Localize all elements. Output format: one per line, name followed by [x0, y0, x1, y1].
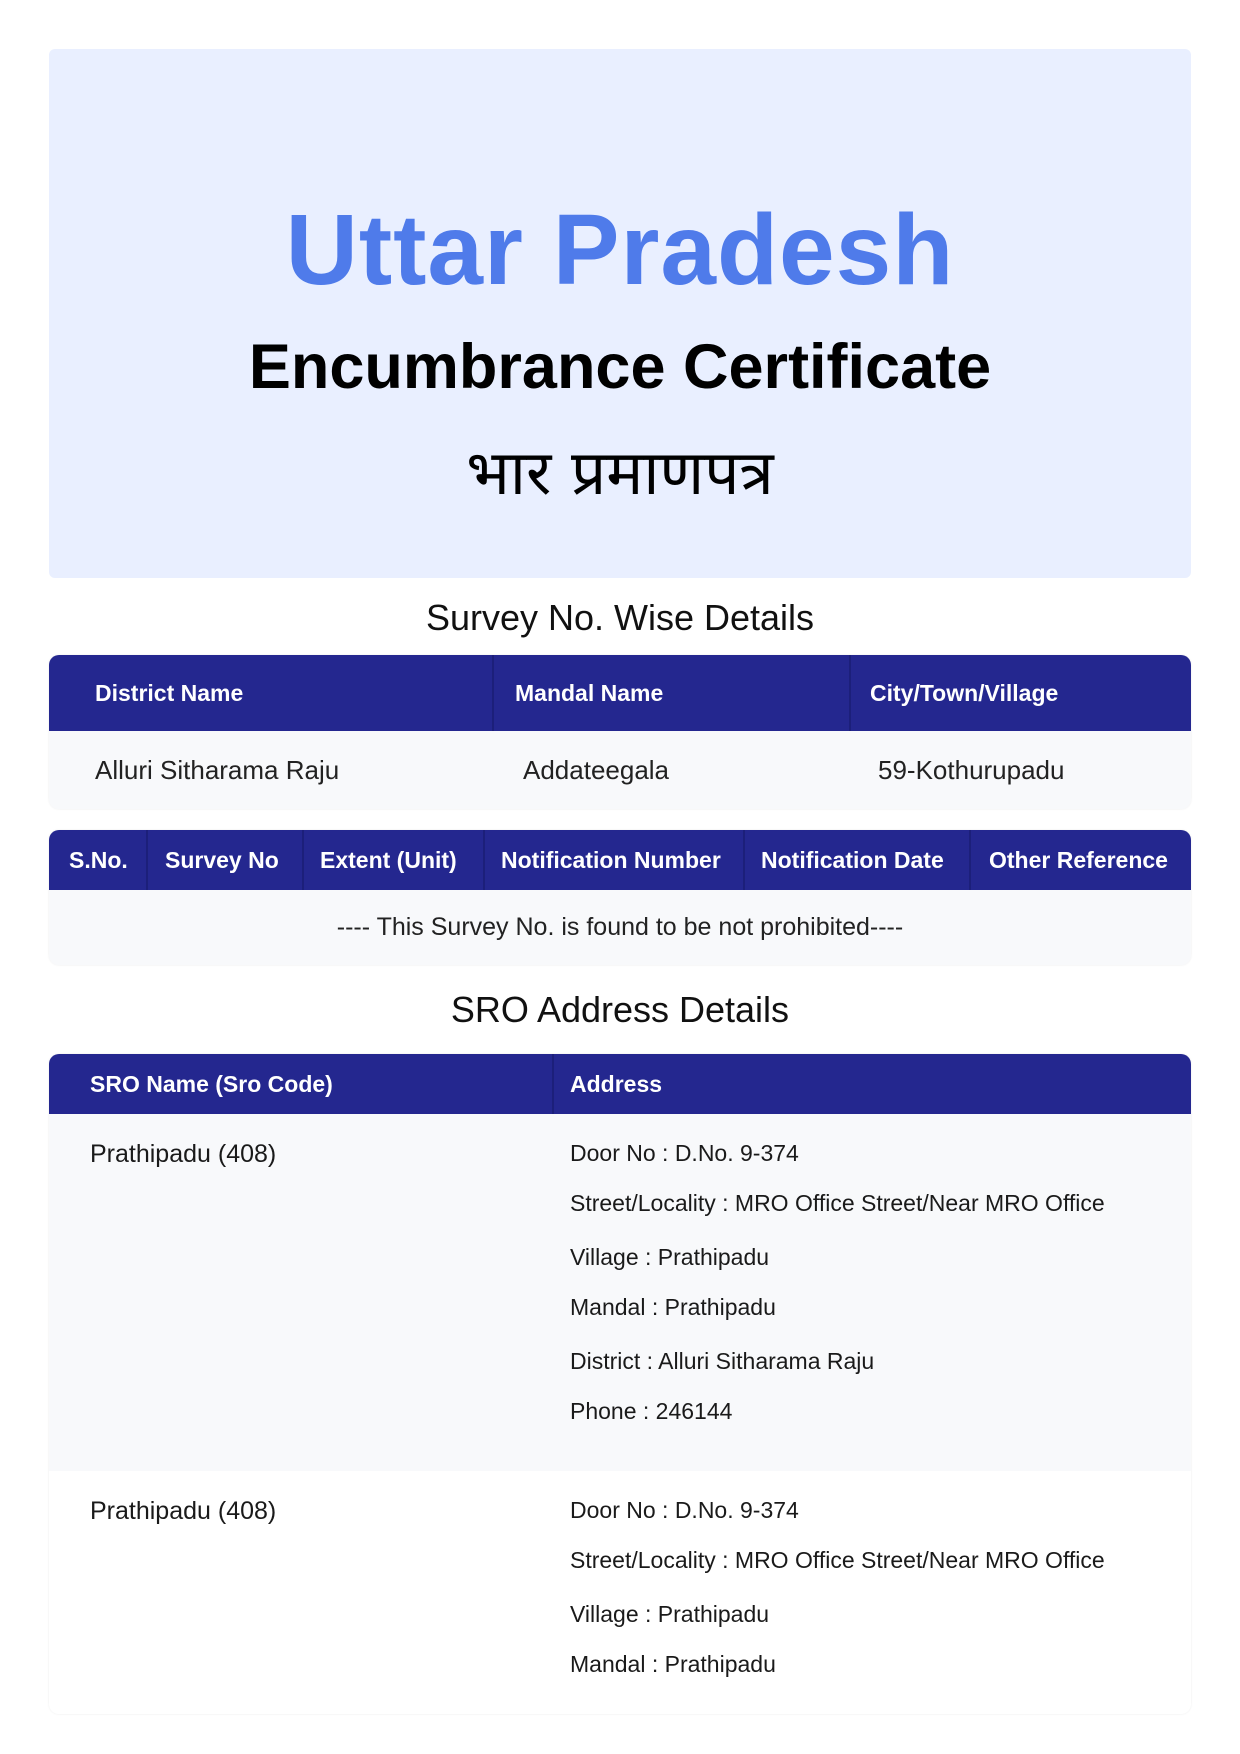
survey-table-header — [49, 830, 1191, 890]
address-village: Village : Prathipadu — [570, 1244, 770, 1270]
location-table — [49, 655, 1191, 809]
header-city-town-village: City/Town/Village — [870, 679, 1059, 706]
sro-name: Prathipadu (408) — [90, 1140, 277, 1168]
address-district: District : Alluri Sitharama Raju — [570, 1348, 875, 1374]
header-survey-no: Survey No — [148, 830, 304, 890]
address-mandal: Mandal : Prathipadu — [570, 1294, 776, 1320]
certificate-header — [49, 49, 1191, 578]
address-door-no: Door No : D.No. 9-374 — [570, 1140, 799, 1166]
header-district-name: District Name — [49, 655, 494, 731]
sro-row — [49, 1471, 1191, 1714]
header-mandal-name: Mandal Name — [494, 655, 851, 731]
address-street: Street/Locality : MRO Office Street/Near MRO Office — [570, 1190, 1105, 1216]
sro-name: Prathipadu (408) — [90, 1497, 277, 1525]
header-other-reference: Other Reference — [989, 846, 1168, 873]
header-sro-name: SRO Name (Sro Code) — [49, 1054, 554, 1114]
district-value: Alluri Sitharama Raju — [95, 754, 340, 785]
header-sno: S.No. — [49, 830, 148, 890]
address-phone: Phone : 246144 — [570, 1398, 733, 1424]
header-address: Address — [570, 1070, 663, 1097]
survey-status-message: ---- This Survey No. is found to be not prohibited---- — [336, 913, 904, 941]
sro-table — [49, 1054, 1191, 1714]
header-notification-date: Notification Date — [745, 830, 971, 890]
survey-section-title: Survey No. Wise Details — [425, 597, 815, 638]
address-door-no: Door No : D.No. 9-374 — [570, 1497, 799, 1523]
header-notification-number: Notification Number — [485, 830, 745, 890]
header-extent-unit: Extent (Unit) — [304, 830, 485, 890]
certificate-title: Encumbrance Certificate — [248, 332, 992, 402]
survey-status-row — [49, 890, 1191, 965]
address-mandal: Mandal : Prathipadu — [570, 1651, 776, 1677]
location-table-row — [49, 731, 1191, 809]
survey-table — [49, 830, 1191, 965]
certificate-title-hindi: भार प्रमाणपत्र — [466, 436, 774, 509]
sro-table-header — [49, 1054, 1191, 1114]
sro-row — [49, 1114, 1191, 1471]
sro-section-title: SRO Address Details — [450, 989, 790, 1030]
village-value: 59-Kothurupadu — [878, 754, 1065, 785]
location-table-header — [49, 655, 1191, 731]
address-village: Village : Prathipadu — [570, 1601, 770, 1627]
mandal-value: Addateegala — [523, 754, 670, 785]
address-street: Street/Locality : MRO Office Street/Near MRO Office — [570, 1547, 1105, 1573]
state-name: Uttar Pradesh — [285, 194, 955, 306]
